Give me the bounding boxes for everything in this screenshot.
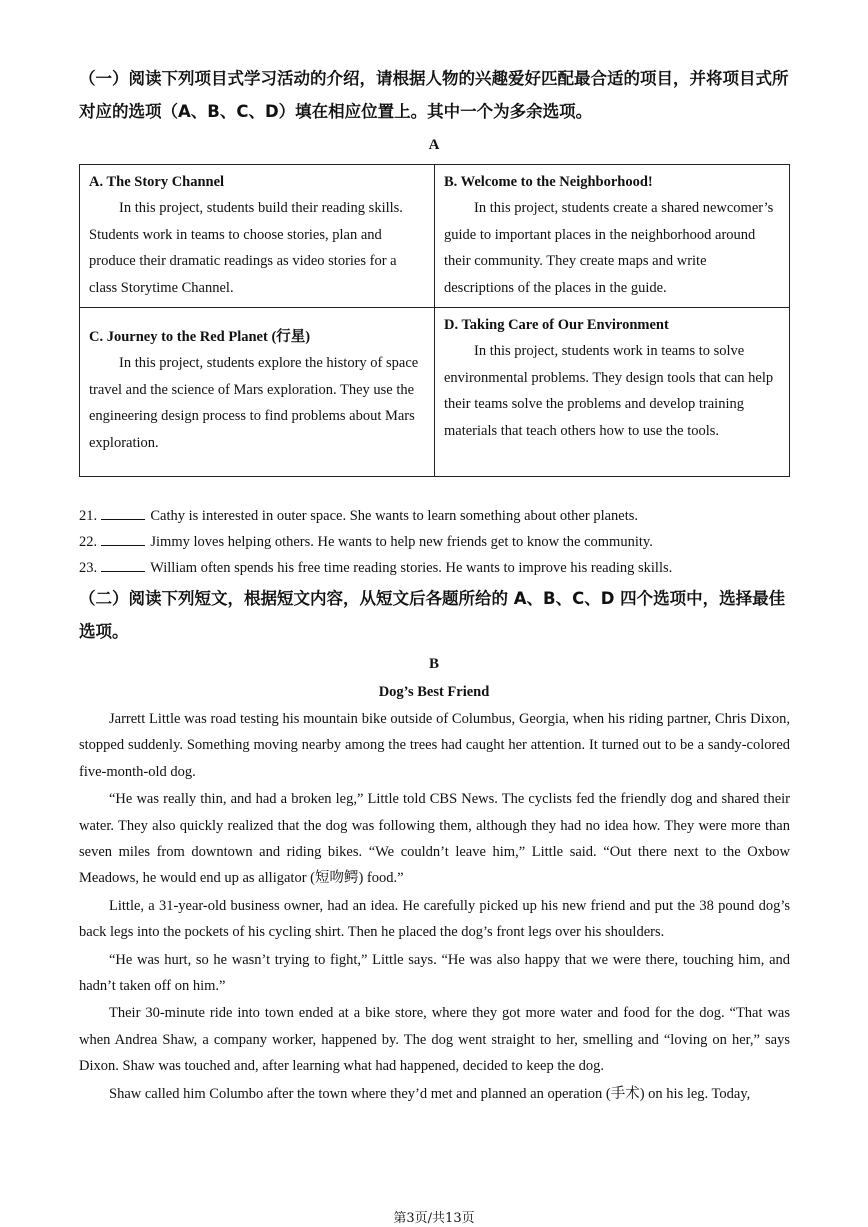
project-cell-c xyxy=(80,308,435,477)
story-title: Dog’s Best Friend xyxy=(378,684,490,700)
passage-b-label: B xyxy=(428,656,439,672)
answer-blank[interactable] xyxy=(101,507,145,520)
answer-blank[interactable] xyxy=(101,559,145,572)
story-paragraph: Their 30-minute ride into town ended at a bike store, where they got more water and food for the dog. “That was when Andrea Shaw, a company worker, happened by. The dog went straight to her, smelling and “loving on her,” says Dixon. Shaw was touched and, after learning what had happened, decided to keep the dog. xyxy=(79,1005,790,1075)
section1-heading: （一）阅读下列项目式学习活动的介绍，请根据人物的兴趣爱好匹配最合适的项目，并将项目式所对应的选项（A、B、C、D）填在相应位置上。其中一个为多余选项。 xyxy=(79,69,789,121)
question-21 xyxy=(79,507,638,525)
question-text: William often spends his free time reading stories. He wants to improve his reading skills. xyxy=(150,560,673,576)
project-cell-b xyxy=(435,165,790,308)
question-22 xyxy=(79,533,653,551)
question-number: 23. xyxy=(79,560,98,576)
project-cell-a xyxy=(80,165,435,308)
project-description: In this project, students work in teams to solve environmental problems. They design tools that can help their teams solve the problems and develop training materials that teach others how to use the tools. xyxy=(444,343,774,439)
project-description: In this project, students explore the history of space travel and the science of Mars exploration. They use the engineering design process to find problems about Mars exploration. xyxy=(89,355,419,451)
story-paragraph: “He was really thin, and had a broken leg,” Little told CBS News. The cyclists fed the friendly dog and shared their water. They also quickly realized that the dog was following them, although they had no idea how. They were more than seven miles from downtown and riding bikes. “We couldn’t leave him,” Little said. “Out there next to the Oxbow Meadows, he would end up as alligator (短吻鳄) food.” xyxy=(79,791,790,887)
question-23 xyxy=(79,559,672,577)
project-title: D. Taking Care of Our Environment xyxy=(444,317,669,334)
story-paragraph: Shaw called him Columbo after the town where they’d met and planned an operation (手术) on his leg. Today, xyxy=(109,1085,751,1102)
project-table xyxy=(79,164,790,477)
section2-heading: （二）阅读下列短文，根据短文内容，从短文后各题所给的 A、B、C、D 四个选项中，选择最佳选项。 xyxy=(79,589,786,641)
project-cell-d xyxy=(435,308,790,477)
question-text: Cathy is interested in outer space. She wants to learn something about other planets. xyxy=(150,508,639,524)
question-number: 22. xyxy=(79,534,98,550)
question-number: 21. xyxy=(79,508,98,524)
project-title: C. Journey to the Red Planet (行星) xyxy=(89,329,311,346)
question-text: Jimmy loves helping others. He wants to help new friends get to know the community. xyxy=(150,534,653,550)
story-paragraph: “He was hurt, so he wasn’t trying to fight,” Little says. “He was also happy that we were there, touching him, and hadn’t taken off on him.” xyxy=(79,951,790,995)
project-title: A. The Story Channel xyxy=(89,174,225,190)
page-number: 第3页/共13页 xyxy=(393,1211,475,1226)
passage-a-label: A xyxy=(428,137,440,153)
project-description: In this project, students build their reading skills. Students work in teams to choose stories, plan and produce their dramatic readings as video stories for a class Storytime Channel. xyxy=(89,200,403,296)
project-title: B. Welcome to the Neighborhood! xyxy=(444,174,653,190)
story-paragraph: Jarrett Little was road testing his mountain bike outside of Columbus, Georgia, when his riding partner, Chris Dixon, stopped suddenly. Something moving nearby among the trees had caught her attention. It turned out to be a sandy-colored five-month-old dog. xyxy=(79,711,790,780)
story-body xyxy=(79,706,790,1108)
project-description: In this project, students create a shared newcomer’s guide to important places in the neighborhood around their community. They create maps and write descriptions of the places in the guide. xyxy=(444,200,774,296)
answer-blank[interactable] xyxy=(101,533,145,546)
story-paragraph: Little, a 31-year-old business owner, had an idea. He carefully picked up his new friend and put the 38 pound dog’s back legs into the pockets of his cycling shirt. Then he placed the dog’s front legs over his shoulders. xyxy=(79,897,790,941)
